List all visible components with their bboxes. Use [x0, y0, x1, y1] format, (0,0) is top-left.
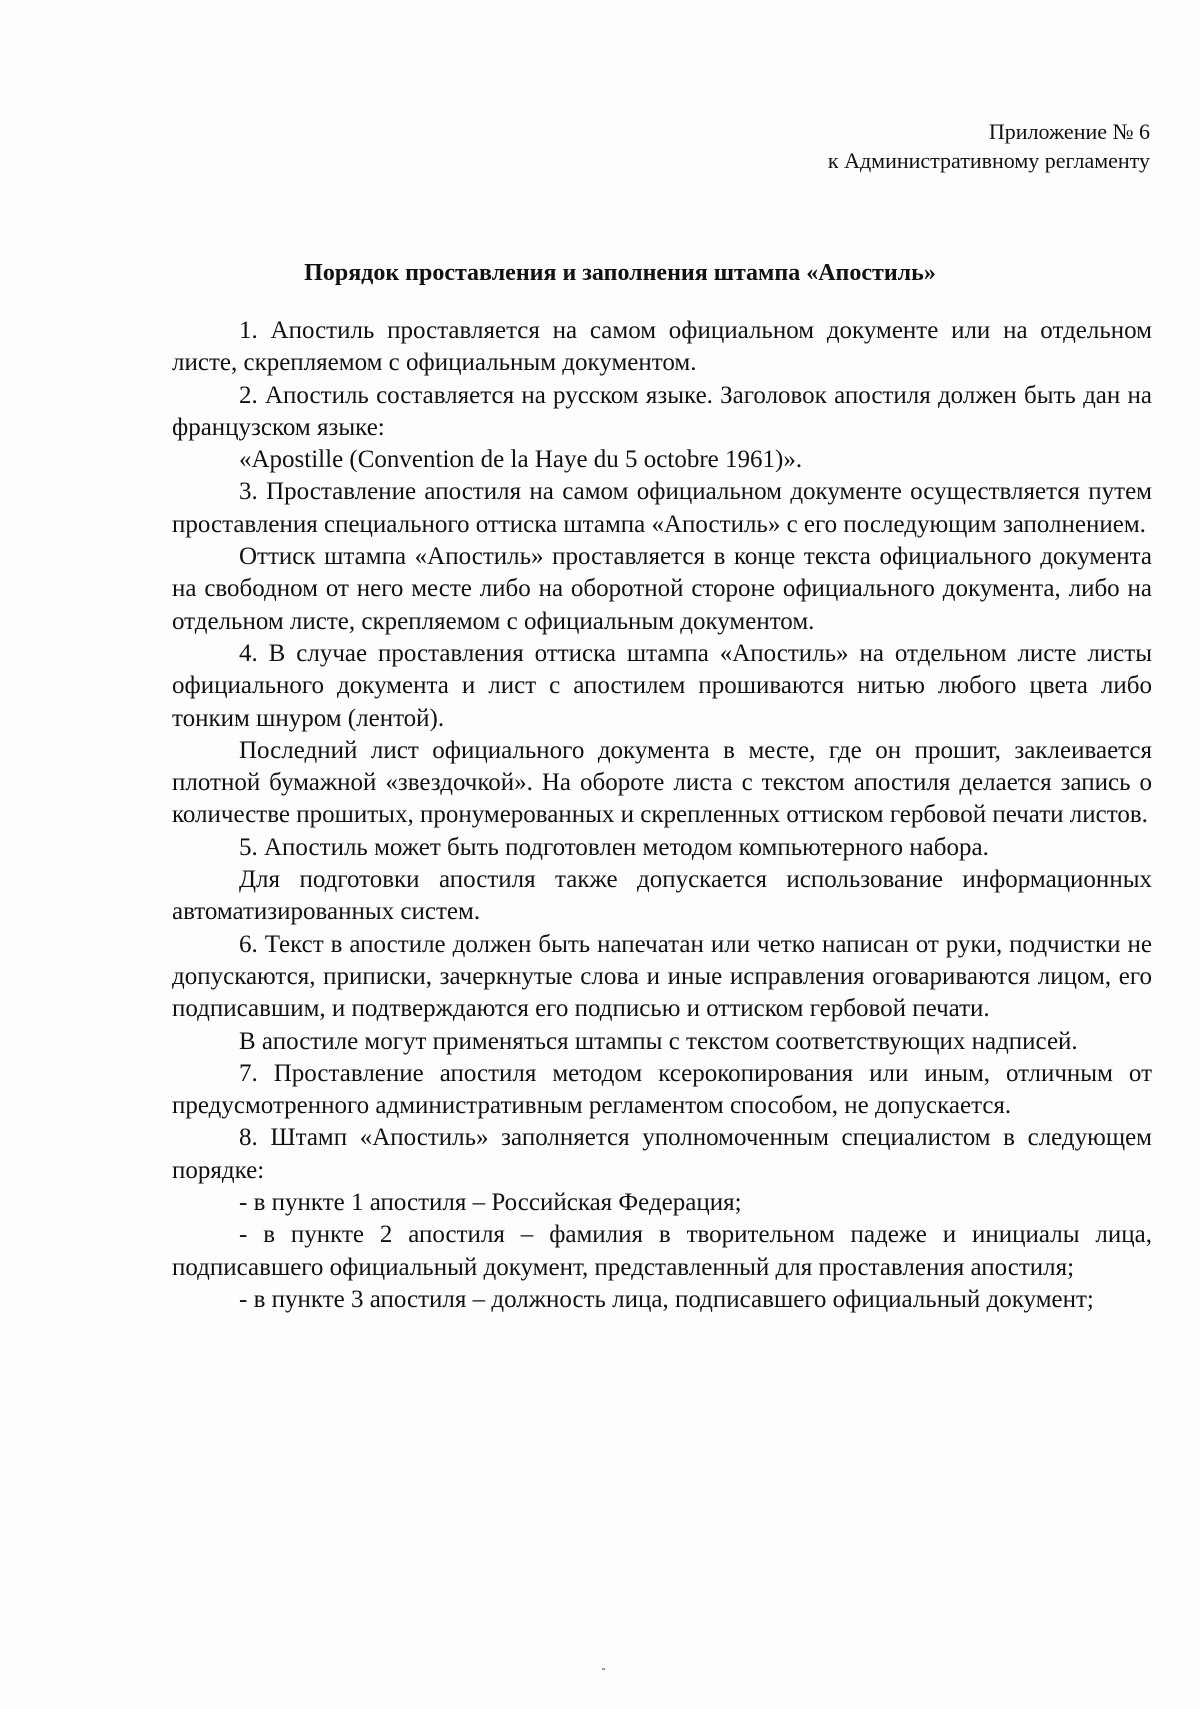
document-title: Порядок проставления и заполнения штампа «Апостиль»: [304, 260, 936, 286]
paragraph-6: 4. В случае проставления оттиска штампа «Апостиль» на отдельном листе листы официального документа и лист с апостилем прошиваются нитью любого цвета либо тонким шнуром (лентой).: [172, 639, 1152, 732]
appendix-number: Приложение № 6: [988, 119, 1150, 144]
paragraph-13: 8. Штамп «Апостиль» заполняется уполномоченным специалистом в следующем порядке:: [172, 1124, 1152, 1184]
appendix-reference: к Административному регламенту: [827, 148, 1150, 173]
paragraph-14: - в пункте 1 апостиля – Российская Федерация;: [239, 1189, 742, 1217]
paragraph-1: 1. Апостиль проставляется на самом официальном документе или на отдельном листе, скрепляемом с официальным документом.: [172, 317, 1152, 377]
paragraph-15: - в пункте 2 апостиля – фамилия в творительном падеже и инициалы лица, подписавшего официальный документ, представленный для проставления апостиля;: [172, 1221, 1152, 1281]
paragraph-16: - в пункте 3 апостиля – должность лица, подписавшего официальный документ;: [239, 1285, 1094, 1313]
paragraph-4: 3. Проставление апостиля на самом официальном документе осуществляется путем проставления специального оттиска штампа «Апостиль» с его последующим заполнением.: [172, 478, 1152, 538]
appendix-header: [630, 117, 1150, 175]
paragraph-9: Для подготовки апостиля также допускается использование информационных автоматизированных систем.: [172, 866, 1152, 926]
paragraph-5: Оттиск штампа «Апостиль» проставляется в конце текста официального документа на свободном от него месте либо на оборотной стороне официального документа, либо на отдельном листе, скрепляемом с официальным документом.: [172, 543, 1152, 635]
paragraph-10: 6. Текст в апостиле должен быть напечатан или четко написан от руки, подчистки не допускаются, приписки, зачеркнутые слова и иные исправления оговариваются лицом, его подписавшим, и подтверждаются его подписью и оттиском гербовой печати.: [172, 930, 1152, 1023]
paragraph-12: 7. Проставление апостиля методом ксерокопирования или иным, отличным от предусмотренного административным регламентом способом, не допускается.: [172, 1059, 1152, 1120]
paragraph-7: Последний лист официального документа в месте, где он прошит, заклеивается плотной бумажной «звездочкой». На обороте листа с текстом апостиля делается запись о количестве прошитых, пронумерованных и скрепленных оттиском гербовой печати листов.: [172, 736, 1152, 829]
paragraph-11: В апостиле могут применяться штампы с текстом соответствующих надписей.: [239, 1027, 1078, 1055]
scan-speck: [602, 1668, 605, 1670]
paragraph-3: «Apostille (Convention de la Haye du 5 octobre 1961)».: [239, 446, 803, 474]
document-body: [172, 315, 1152, 1316]
paragraph-8: 5. Апостиль может быть подготовлен методом компьютерного набора.: [239, 833, 989, 861]
paragraph-2: 2. Апостиль составляется на русском языке. Заголовок апостиля должен быть дан на французском языке:: [172, 381, 1152, 441]
